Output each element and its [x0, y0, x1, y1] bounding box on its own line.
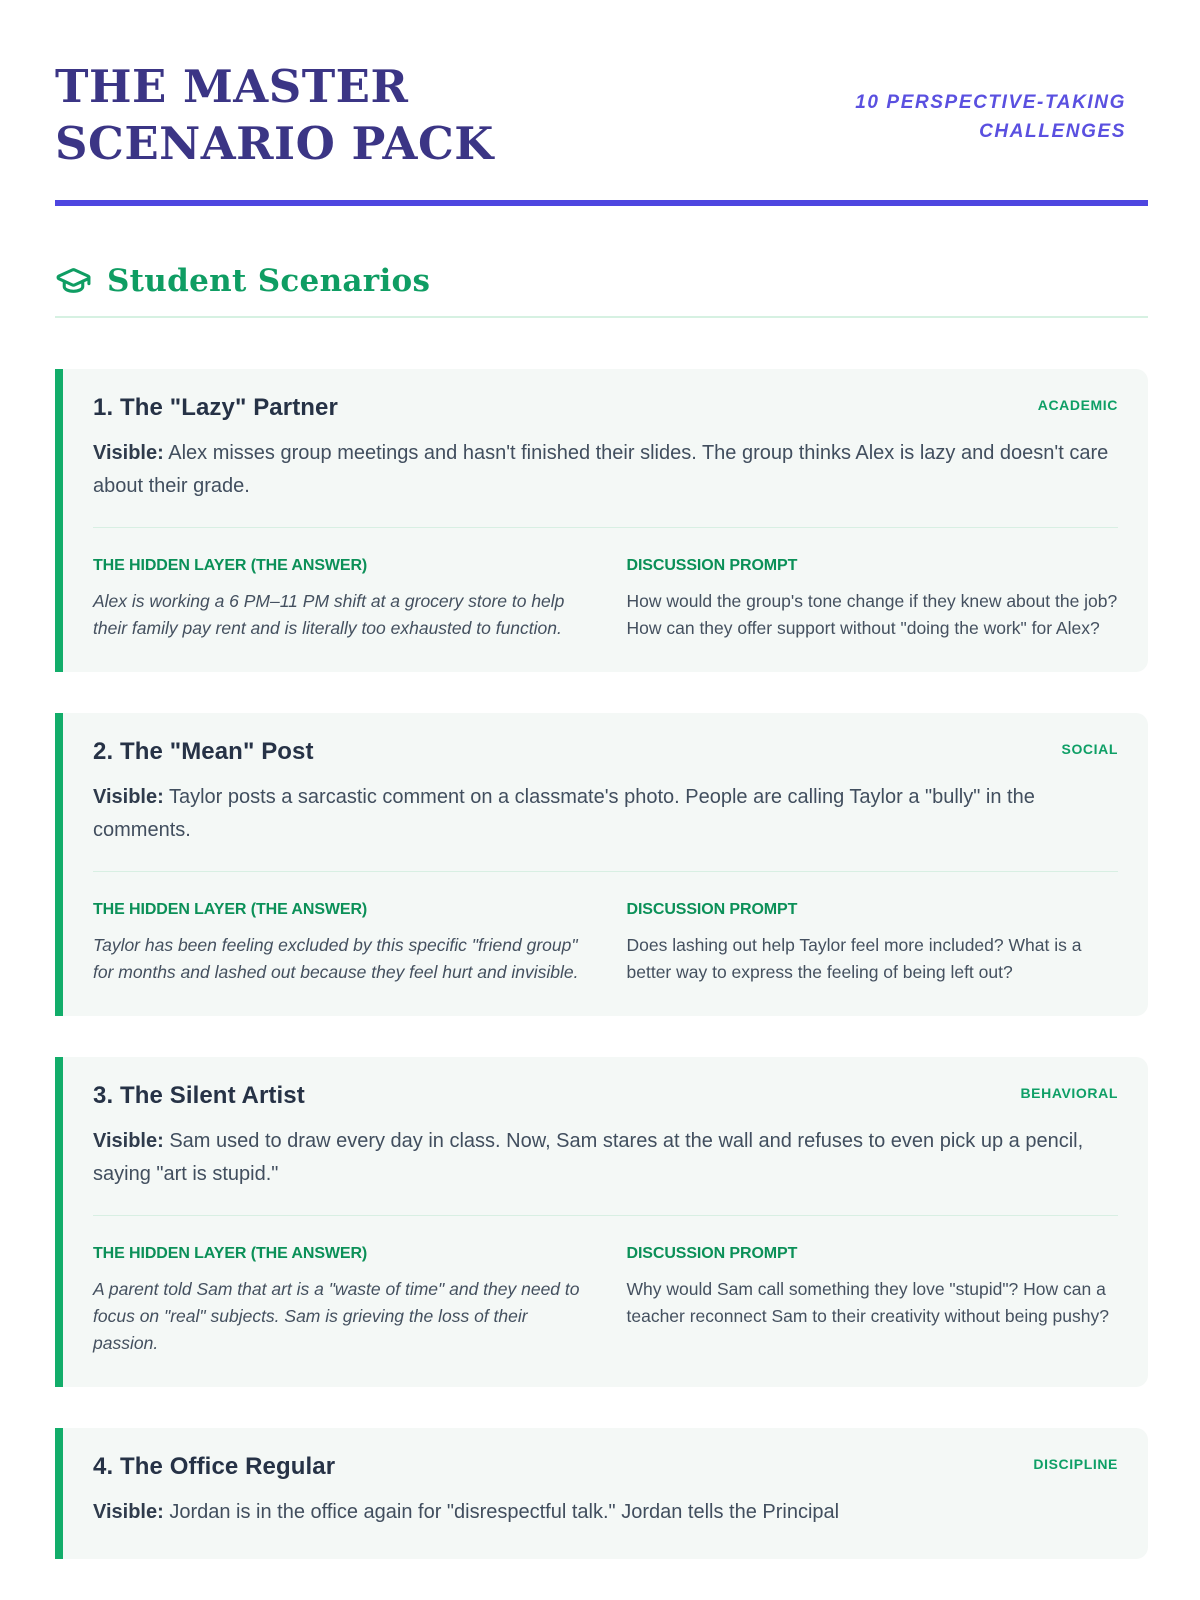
scenario-title: 1. The "Lazy" Partner — [93, 394, 338, 421]
discussion-prompt-text: How would the group's tone change if they knew about the job? How can they offer support without "doing the work" for Alex? — [626, 591, 1118, 638]
discussion-prompt-column — [627, 557, 1119, 642]
hidden-layer-label: THE HIDDEN LAYER (THE ANSWER) — [93, 557, 368, 574]
discussion-prompt-label: DISCUSSION PROMPT — [626, 557, 798, 574]
category-badge: DISCIPLINE — [1033, 1456, 1118, 1472]
visible-paragraph — [93, 1496, 1118, 1529]
section-divider — [55, 316, 1148, 318]
scenario-card-1 — [55, 369, 1148, 672]
scenario-card-2 — [55, 713, 1148, 1016]
page-tagline — [855, 88, 1148, 146]
discussion-prompt-label: DISCUSSION PROMPT — [626, 901, 798, 918]
scenario-title: 2. The "Mean" Post — [93, 738, 314, 765]
visible-label: Visible: — [93, 786, 164, 808]
scenario-card-3 — [55, 1057, 1148, 1387]
visible-paragraph — [93, 437, 1118, 503]
discussion-prompt-column — [627, 1245, 1119, 1357]
discussion-prompt-text: Why would Sam call something they love "stupid"? How can a teacher reconnect Sam to their creativity without being pushy? — [626, 1279, 1109, 1326]
visible-text: Sam used to draw every day in class. Now, Sam stares at the wall and refuses to even pick up a pencil, saying "art is stupid." — [93, 1130, 1084, 1185]
discussion-prompt-column — [627, 901, 1119, 986]
discussion-prompt-text: Does lashing out help Taylor feel more included? What is a better way to express the feeling of being left out? — [626, 935, 1082, 982]
section-heading — [55, 262, 1148, 299]
scenario-title: 4. The Office Regular — [93, 1453, 336, 1480]
category-badge: SOCIAL — [1061, 741, 1118, 757]
discussion-prompt-label: DISCUSSION PROMPT — [626, 1245, 798, 1262]
hidden-layer-text: Taylor has been feeling excluded by this specific "friend group" for months and lashed out because they feel hurt and invisible. — [93, 935, 579, 982]
category-badge: ACADEMIC — [1037, 397, 1118, 413]
graduation-cap-icon — [55, 262, 92, 299]
scenario-card-4 — [55, 1428, 1148, 1559]
hidden-layer-column — [93, 557, 585, 642]
card-divider — [93, 871, 1118, 872]
hidden-layer-label: THE HIDDEN LAYER (THE ANSWER) — [93, 901, 368, 918]
visible-text: Jordan is in the office again for "disrespectful talk." Jordan tells the Principal — [169, 1501, 840, 1523]
page-title: THE MASTER SCENARIO PACK — [55, 60, 494, 170]
card-divider — [93, 527, 1118, 528]
visible-label: Visible: — [93, 1501, 164, 1523]
tagline-line-1: 10 PERSPECTIVE-TAKING — [855, 92, 1126, 113]
header-divider — [55, 200, 1148, 206]
visible-paragraph — [93, 781, 1118, 847]
hidden-layer-column — [93, 901, 585, 986]
visible-label: Visible: — [93, 1130, 164, 1152]
hidden-layer-text: A parent told Sam that art is a "waste of time" and they need to focus on "real" subjects. Sam is grieving the loss of their passion. — [93, 1279, 580, 1353]
scenario-title: 3. The Silent Artist — [93, 1082, 305, 1109]
visible-text: Taylor posts a sarcastic comment on a classmate's photo. People are calling Taylor a "bully" in the comments. — [93, 786, 1035, 841]
visible-label: Visible: — [93, 442, 164, 464]
section-title: Student Scenarios — [107, 262, 431, 299]
tagline-line-2: CHALLENGES — [979, 121, 1126, 142]
hidden-layer-text: Alex is working a 6 PM–11 PM shift at a grocery store to help their family pay rent and is literally too exhausted to function. — [93, 591, 565, 638]
hidden-layer-column — [93, 1245, 585, 1357]
category-badge: BEHAVIORAL — [1020, 1085, 1118, 1101]
card-divider — [93, 1215, 1118, 1216]
document-header — [55, 58, 1148, 172]
visible-text: Alex misses group meetings and hasn't finished their slides. The group thinks Alex is lazy and doesn't care about their grade. — [93, 442, 1109, 497]
hidden-layer-label: THE HIDDEN LAYER (THE ANSWER) — [93, 1245, 368, 1262]
visible-paragraph — [93, 1125, 1118, 1191]
